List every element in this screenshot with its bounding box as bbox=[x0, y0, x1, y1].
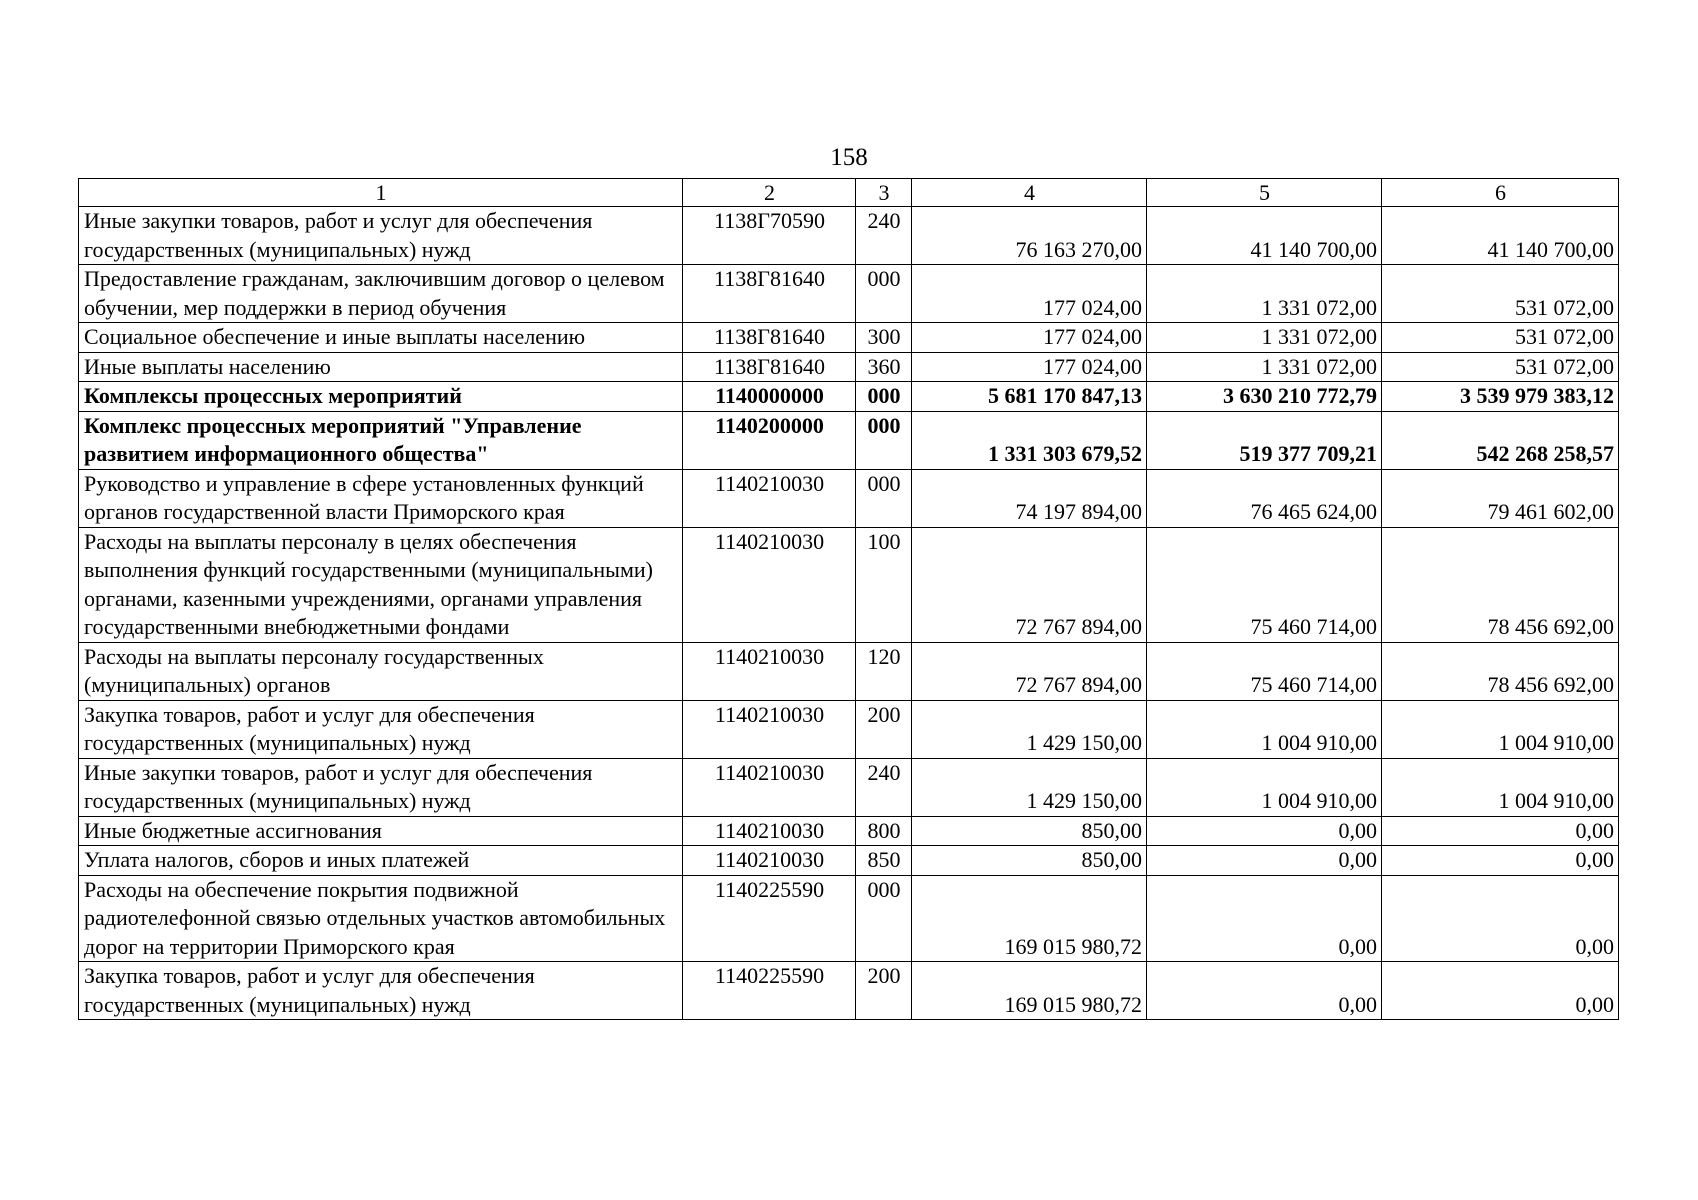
row-value-6-cell: 1 004 910,00 bbox=[1382, 758, 1619, 816]
table-row bbox=[79, 758, 1619, 816]
table-row bbox=[79, 411, 1619, 469]
row-value-6-cell: 0,00 bbox=[1382, 816, 1619, 846]
row-value-4-cell: 1 429 150,00 bbox=[912, 700, 1147, 758]
row-value-4-cell: 72 767 894,00 bbox=[912, 642, 1147, 700]
row-type-cell: 000 bbox=[856, 411, 912, 469]
table-row bbox=[79, 642, 1619, 700]
row-value-4-cell: 1 331 303 679,52 bbox=[912, 411, 1147, 469]
row-type-cell: 100 bbox=[856, 527, 912, 642]
table-row bbox=[79, 527, 1619, 642]
row-value-4-cell: 72 767 894,00 bbox=[912, 527, 1147, 642]
row-value-4-cell: 169 015 980,72 bbox=[912, 962, 1147, 1020]
row-value-6-cell: 0,00 bbox=[1382, 846, 1619, 876]
row-type-cell: 000 bbox=[856, 875, 912, 962]
row-value-6-cell: 78 456 692,00 bbox=[1382, 527, 1619, 642]
row-name-cell: Расходы на выплаты персоналу в целях обеспечения выполнения функций государственными (муниципальными) органами, казенными учреждениями, органами управления государственными внебюджетными фондами bbox=[79, 527, 683, 642]
row-value-4-cell: 177 024,00 bbox=[912, 352, 1147, 382]
row-name-cell: Социальное обеспечение и иные выплаты населению bbox=[79, 323, 683, 353]
table-row bbox=[79, 352, 1619, 382]
table-row bbox=[79, 265, 1619, 323]
row-value-5-cell: 75 460 714,00 bbox=[1147, 527, 1382, 642]
row-value-6-cell: 41 140 700,00 bbox=[1382, 207, 1619, 265]
row-name-cell: Руководство и управление в сфере установленных функций органов государственной власти Приморского края bbox=[79, 469, 683, 527]
row-type-cell: 200 bbox=[856, 700, 912, 758]
row-value-5-cell: 0,00 bbox=[1147, 846, 1382, 876]
page-number: 158 bbox=[830, 144, 868, 171]
row-code-cell: 1138Г81640 bbox=[683, 323, 856, 353]
row-code-cell: 1140210030 bbox=[683, 846, 856, 876]
row-code-cell: 1140210030 bbox=[683, 642, 856, 700]
row-value-4-cell: 850,00 bbox=[912, 816, 1147, 846]
row-value-5-cell: 1 331 072,00 bbox=[1147, 352, 1382, 382]
row-value-6-cell: 0,00 bbox=[1382, 962, 1619, 1020]
row-value-5-cell: 0,00 bbox=[1147, 875, 1382, 962]
row-code-cell: 1140000000 bbox=[683, 382, 856, 412]
row-value-6-cell: 3 539 979 383,12 bbox=[1382, 382, 1619, 412]
row-type-cell: 360 bbox=[856, 352, 912, 382]
row-code-cell: 1140200000 bbox=[683, 411, 856, 469]
row-value-6-cell: 542 268 258,57 bbox=[1382, 411, 1619, 469]
column-number-header-row bbox=[79, 179, 1619, 207]
column-header-2: 2 bbox=[683, 179, 856, 207]
row-code-cell: 1138Г70590 bbox=[683, 207, 856, 265]
row-code-cell: 1140210030 bbox=[683, 700, 856, 758]
row-name-cell: Уплата налогов, сборов и иных платежей bbox=[79, 846, 683, 876]
row-value-5-cell: 1 004 910,00 bbox=[1147, 700, 1382, 758]
column-header-3: 3 bbox=[856, 179, 912, 207]
row-type-cell: 240 bbox=[856, 207, 912, 265]
row-value-6-cell: 531 072,00 bbox=[1382, 323, 1619, 353]
row-type-cell: 300 bbox=[856, 323, 912, 353]
column-header-5: 5 bbox=[1147, 179, 1382, 207]
row-type-cell: 000 bbox=[856, 382, 912, 412]
row-type-cell: 850 bbox=[856, 846, 912, 876]
row-value-5-cell: 0,00 bbox=[1147, 962, 1382, 1020]
row-name-cell: Расходы на обеспечение покрытия подвижной радиотелефонной связью отдельных участков автомобильных дорог на территории Приморского края bbox=[79, 875, 683, 962]
row-name-cell: Предоставление гражданам, заключившим договор о целевом обучении, мер поддержки в период обучения bbox=[79, 265, 683, 323]
row-value-5-cell: 1 331 072,00 bbox=[1147, 323, 1382, 353]
row-value-4-cell: 169 015 980,72 bbox=[912, 875, 1147, 962]
row-code-cell: 1140210030 bbox=[683, 816, 856, 846]
row-value-4-cell: 1 429 150,00 bbox=[912, 758, 1147, 816]
row-name-cell: Иные бюджетные ассигнования bbox=[79, 816, 683, 846]
row-code-cell: 1138Г81640 bbox=[683, 265, 856, 323]
row-code-cell: 1140210030 bbox=[683, 527, 856, 642]
row-code-cell: 1138Г81640 bbox=[683, 352, 856, 382]
row-type-cell: 120 bbox=[856, 642, 912, 700]
row-value-4-cell: 76 163 270,00 bbox=[912, 207, 1147, 265]
table-row bbox=[79, 469, 1619, 527]
budget-table bbox=[78, 178, 1619, 1020]
row-value-6-cell: 531 072,00 bbox=[1382, 265, 1619, 323]
row-value-4-cell: 5 681 170 847,13 bbox=[912, 382, 1147, 412]
column-header-6: 6 bbox=[1382, 179, 1619, 207]
row-value-5-cell: 519 377 709,21 bbox=[1147, 411, 1382, 469]
table-row bbox=[79, 700, 1619, 758]
row-type-cell: 000 bbox=[856, 469, 912, 527]
table-row bbox=[79, 816, 1619, 846]
row-value-6-cell: 1 004 910,00 bbox=[1382, 700, 1619, 758]
row-name-cell: Иные закупки товаров, работ и услуг для обеспечения государственных (муниципальных) нужд bbox=[79, 758, 683, 816]
table-row bbox=[79, 207, 1619, 265]
row-value-6-cell: 0,00 bbox=[1382, 875, 1619, 962]
row-value-4-cell: 74 197 894,00 bbox=[912, 469, 1147, 527]
row-name-cell: Иные закупки товаров, работ и услуг для обеспечения государственных (муниципальных) нужд bbox=[79, 207, 683, 265]
row-name-cell: Расходы на выплаты персоналу государственных (муниципальных) органов bbox=[79, 642, 683, 700]
row-value-5-cell: 1 331 072,00 bbox=[1147, 265, 1382, 323]
row-value-5-cell: 76 465 624,00 bbox=[1147, 469, 1382, 527]
column-header-1: 1 bbox=[79, 179, 683, 207]
row-name-cell: Закупка товаров, работ и услуг для обеспечения государственных (муниципальных) нужд bbox=[79, 700, 683, 758]
table-row bbox=[79, 962, 1619, 1020]
row-name-cell: Иные выплаты населению bbox=[79, 352, 683, 382]
row-value-6-cell: 531 072,00 bbox=[1382, 352, 1619, 382]
row-code-cell: 1140225590 bbox=[683, 962, 856, 1020]
row-value-4-cell: 177 024,00 bbox=[912, 265, 1147, 323]
row-type-cell: 000 bbox=[856, 265, 912, 323]
budget-table-body bbox=[79, 179, 1619, 1020]
row-value-5-cell: 3 630 210 772,79 bbox=[1147, 382, 1382, 412]
column-header-4: 4 bbox=[912, 179, 1147, 207]
row-type-cell: 240 bbox=[856, 758, 912, 816]
row-value-4-cell: 850,00 bbox=[912, 846, 1147, 876]
row-name-cell: Закупка товаров, работ и услуг для обеспечения государственных (муниципальных) нужд bbox=[79, 962, 683, 1020]
row-value-4-cell: 177 024,00 bbox=[912, 323, 1147, 353]
row-value-5-cell: 41 140 700,00 bbox=[1147, 207, 1382, 265]
table-row bbox=[79, 846, 1619, 876]
table-row bbox=[79, 382, 1619, 412]
row-value-5-cell: 1 004 910,00 bbox=[1147, 758, 1382, 816]
row-type-cell: 200 bbox=[856, 962, 912, 1020]
row-value-5-cell: 0,00 bbox=[1147, 816, 1382, 846]
row-value-6-cell: 78 456 692,00 bbox=[1382, 642, 1619, 700]
row-code-cell: 1140210030 bbox=[683, 469, 856, 527]
row-name-cell: Комплексы процессных мероприятий bbox=[79, 382, 683, 412]
row-value-5-cell: 75 460 714,00 bbox=[1147, 642, 1382, 700]
row-value-6-cell: 79 461 602,00 bbox=[1382, 469, 1619, 527]
row-name-cell: Комплекс процессных мероприятий "Управление развитием информационного общества" bbox=[79, 411, 683, 469]
row-code-cell: 1140210030 bbox=[683, 758, 856, 816]
row-code-cell: 1140225590 bbox=[683, 875, 856, 962]
table-row bbox=[79, 875, 1619, 962]
row-type-cell: 800 bbox=[856, 816, 912, 846]
table-row bbox=[79, 323, 1619, 353]
